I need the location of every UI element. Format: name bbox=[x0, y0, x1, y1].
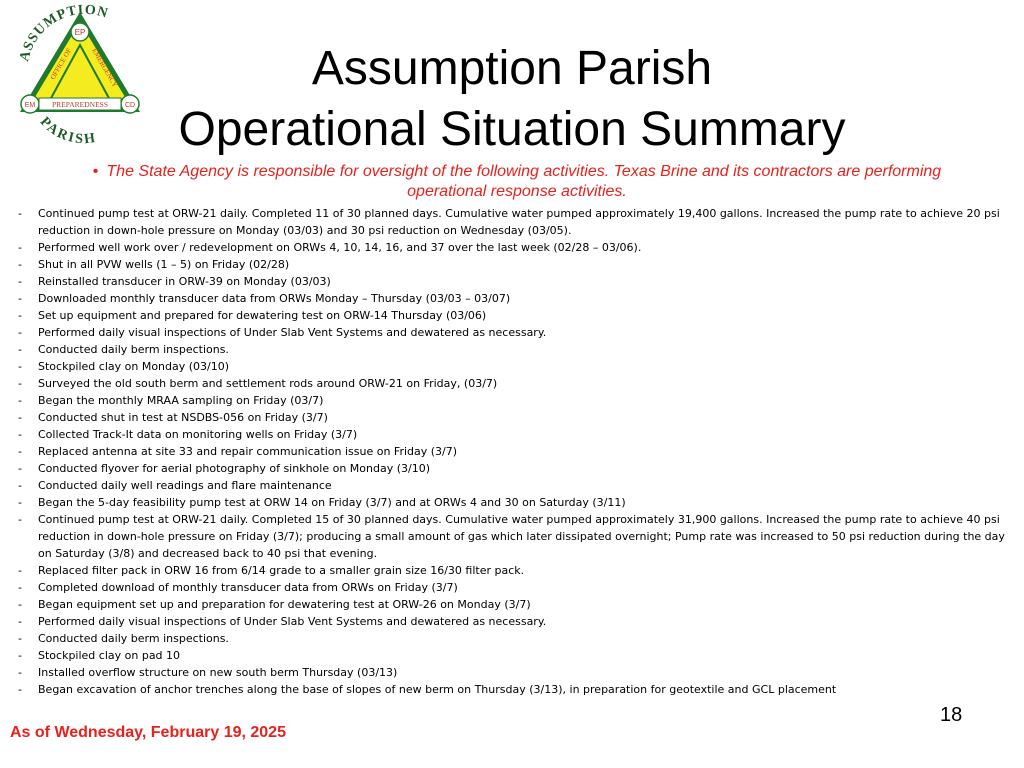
dash-marker: - bbox=[18, 649, 22, 662]
list-item-text: Conducted daily berm inspections. bbox=[38, 632, 229, 645]
dash-marker: - bbox=[18, 445, 22, 458]
dash-marker: - bbox=[18, 411, 22, 424]
activity-list bbox=[18, 205, 1013, 698]
list-item bbox=[18, 477, 1013, 494]
dash-marker: - bbox=[18, 292, 22, 305]
page-number: 18 bbox=[940, 704, 963, 726]
list-item bbox=[18, 681, 1013, 698]
list-item bbox=[18, 205, 1013, 239]
list-item bbox=[18, 341, 1013, 358]
dash-marker: - bbox=[18, 428, 22, 441]
dash-marker: - bbox=[18, 598, 22, 611]
logo-right-side-text: EMERGENCY bbox=[90, 47, 119, 89]
list-item bbox=[18, 273, 1013, 290]
list-item-text: Stockpiled clay on pad 10 bbox=[38, 649, 181, 662]
list-item-text: Continued pump test at ORW-21 daily. Completed 15 of 30 planned days. Cumulative water pumped approximately 31,900 gallons. Increased the pump rate to achieve 40 psi reduction in down-hole pressure on Friday (3/7); producing a small amount of gas which later dissipated overnight; Pump rate was increased to 50 psi reduction during the day on Saturday (3/8) and decreased back to 40 psi that evening. bbox=[38, 513, 1005, 560]
list-item bbox=[18, 307, 1013, 324]
as-of-date: As of Wednesday, February 19, 2025 bbox=[10, 724, 286, 741]
page-title-line-1: Assumption Parish bbox=[311, 42, 713, 95]
list-item bbox=[18, 511, 1013, 562]
logo-badge-right-text: CD bbox=[124, 102, 136, 109]
list-item-text: Reinstalled transducer in ORW-39 on Monday (03/03) bbox=[38, 275, 331, 288]
dash-marker: - bbox=[18, 377, 22, 390]
list-item-text: Performed well work over / redevelopment on ORWs 4, 10, 14, 16, and 37 over the last week (02/28 – 03/06). bbox=[38, 241, 642, 254]
intro-text: The State Agency is responsible for oversight of the following activities. Texas Brine and its contractors are performing operational response activities. bbox=[106, 163, 942, 200]
dash-marker: - bbox=[18, 479, 22, 492]
dash-marker: - bbox=[18, 258, 22, 271]
logo-badge-top-text: EP bbox=[74, 28, 86, 37]
page-title-line-2: Operational Situation Summary bbox=[178, 103, 846, 156]
list-item bbox=[18, 375, 1013, 392]
list-item bbox=[18, 579, 1013, 596]
dash-marker: - bbox=[18, 241, 22, 254]
list-item bbox=[18, 409, 1013, 426]
dash-marker: - bbox=[18, 615, 22, 628]
list-item-text: Began equipment set up and preparation for dewatering test at ORW-26 on Monday (3/7) bbox=[38, 598, 531, 611]
list-item bbox=[18, 460, 1013, 477]
dash-marker: - bbox=[18, 564, 22, 577]
list-item bbox=[18, 239, 1013, 256]
dash-marker: - bbox=[18, 666, 22, 679]
list-item-text: Shut in all PVW wells (1 – 5) on Friday (02/28) bbox=[38, 258, 290, 271]
dash-marker: - bbox=[18, 343, 22, 356]
list-item bbox=[18, 630, 1013, 647]
list-item bbox=[18, 443, 1013, 460]
intro-statement bbox=[52, 162, 982, 202]
list-item bbox=[18, 647, 1013, 664]
dash-marker: - bbox=[18, 207, 22, 220]
list-item-text: Performed daily visual inspections of Under Slab Vent Systems and dewatered as necessary. bbox=[38, 615, 547, 628]
list-item-text: Collected Track-It data on monitoring wells on Friday (3/7) bbox=[38, 428, 358, 441]
dash-marker: - bbox=[18, 360, 22, 373]
list-item bbox=[18, 664, 1013, 681]
list-item-text: Performed daily visual inspections of Under Slab Vent Systems and dewatered as necessary. bbox=[38, 326, 547, 339]
list-item-text: Began the 5-day feasibility pump test at ORW 14 on Friday (3/7) and at ORWs 4 and 30 on Saturday (3/11) bbox=[38, 496, 626, 509]
list-item-text: Began the monthly MRAA sampling on Friday (03/7) bbox=[38, 394, 324, 407]
dash-marker: - bbox=[18, 513, 22, 526]
list-item-text: Conducted shut in test at NSDBS-056 on Friday (3/7) bbox=[38, 411, 328, 424]
dash-marker: - bbox=[18, 581, 22, 594]
logo-badge-left-text: EM bbox=[24, 102, 36, 109]
list-item-text: Conducted flyover for aerial photography of sinkhole on Monday (3/10) bbox=[38, 462, 430, 475]
list-item bbox=[18, 358, 1013, 375]
list-item bbox=[18, 256, 1013, 273]
list-item-text: Conducted daily berm inspections. bbox=[38, 343, 229, 356]
list-item bbox=[18, 324, 1013, 341]
list-item-text: Conducted daily well readings and flare maintenance bbox=[38, 479, 332, 492]
dash-marker: - bbox=[18, 394, 22, 407]
list-item bbox=[18, 613, 1013, 630]
list-item-text: Replaced antenna at site 33 and repair communication issue on Friday (3/7) bbox=[38, 445, 458, 458]
dash-marker: - bbox=[18, 683, 22, 696]
list-item bbox=[18, 392, 1013, 409]
list-item bbox=[18, 494, 1013, 511]
list-item-text: Installed overflow structure on new south berm Thursday (03/13) bbox=[38, 666, 398, 679]
dash-marker: - bbox=[18, 309, 22, 322]
logo-left-side-text: OFFICE OF bbox=[48, 46, 74, 81]
list-item-text: Set up equipment and prepared for dewatering test on ORW-14 Thursday (03/06) bbox=[38, 309, 487, 322]
dash-marker: - bbox=[18, 632, 22, 645]
list-item bbox=[18, 596, 1013, 613]
list-item-text: Stockpiled clay on Monday (03/10) bbox=[38, 360, 230, 373]
list-item-text: Began excavation of anchor trenches along the base of slopes of new berm on Thursday (3/13), in preparation for geotextile and GCL placement bbox=[38, 683, 837, 696]
dash-marker: - bbox=[18, 326, 22, 339]
list-item-text: Replaced filter pack in ORW 16 from 6/14 grade to a smaller grain size 16/30 filter pack. bbox=[38, 564, 525, 577]
dash-marker: - bbox=[18, 496, 22, 509]
dash-marker: - bbox=[18, 275, 22, 288]
list-item-text: Continued pump test at ORW-21 daily. Completed 11 of 30 planned days. Cumulative water pumped approximately 19,400 gallons. Increased the pump rate to achieve 20 psi reduction in down-hole pressure on Monday (03/03) and 30 psi reduction on Wednesday (03/05). bbox=[38, 207, 1000, 237]
logo-bottom-band-text: PREPAREDNESS bbox=[52, 100, 108, 109]
list-item bbox=[18, 562, 1013, 579]
list-item bbox=[18, 290, 1013, 307]
intro-bullet-icon: • bbox=[92, 163, 99, 180]
dash-marker: - bbox=[18, 462, 22, 475]
list-item-text: Surveyed the old south berm and settlement rods around ORW-21 on Friday, (03/7) bbox=[38, 377, 498, 390]
list-item-text: Downloaded monthly transducer data from ORWs Monday – Thursday (03/03 – 03/07) bbox=[38, 292, 511, 305]
logo-bottom-arc-text: PARISH bbox=[36, 114, 98, 148]
logo-top-arc-text: ASSUMPTION bbox=[17, 2, 111, 64]
list-item bbox=[18, 426, 1013, 443]
list-item-text: Completed download of monthly transducer data from ORWs on Friday (3/7) bbox=[38, 581, 458, 594]
